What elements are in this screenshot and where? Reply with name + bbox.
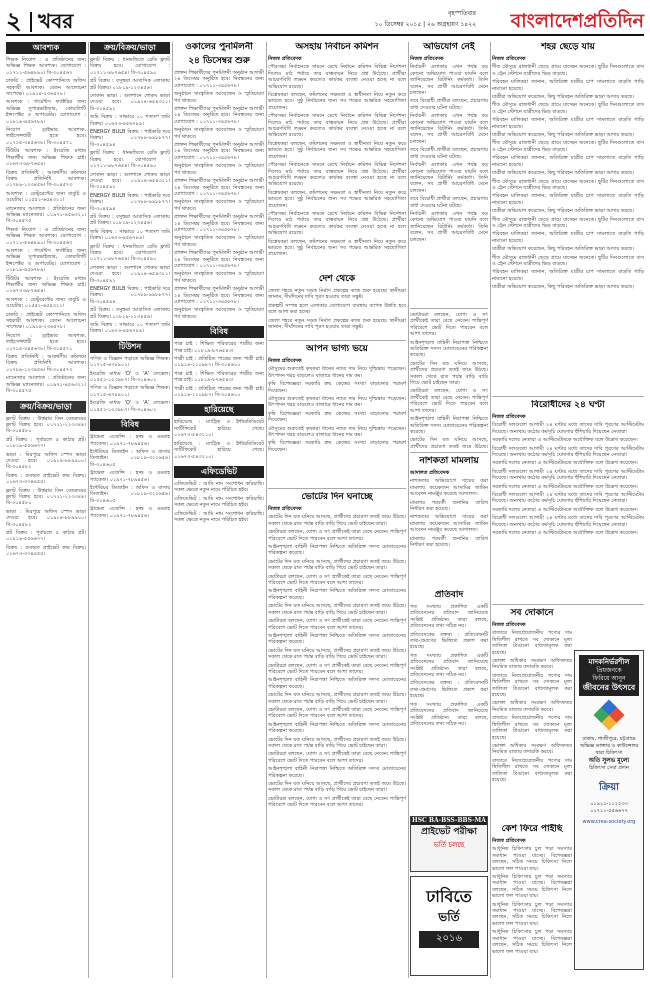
classified-entry: বিক্রয় প্রতিনিধি : আকর্ষণীয় কমিশনে বিক্রয় প্রতিনিধি আবশ্যক। ০১৭৮৯-১২৩৪৫৬। বি-৩০৪৫৭৩ [6, 169, 86, 189]
article-paragraph: প্রকল্পটি সম্পন্ন হলে এলাকার যোগাযোগ ব্যবস্থায় ব্যাপক উন্নতি হবে বলে আশা করা হচ্ছে। [268, 302, 406, 316]
article-paragraph: নির্বাচনী এলাকায় এখন পর্যন্ত বড় কোনো অভিযোগ পাওয়া যায়নি বলে জানিয়েছেন রিটার্নিং কর্মকর্তা। তিনি বলেন, সব প্রার্থী আচরণবিধি মেনে চলছেন। [410, 113, 488, 145]
article-paragraph: ভোটাররা বলছেন, যোগ্য ও সৎ প্রার্থীকেই তারা বেছে নেবেন। শান্তিপূর্ণ পরিবেশে ভোট দিতে পারবেন বলে আশা তাদের। [268, 529, 406, 542]
classified-entry: নিয়োগ : ড্রাইভার আবশ্যক, লাইসেন্সধারী হতে হবে। ০১৭১৫-৩৪৫৬৭৮। বি-৩০৪৫৭১ [6, 332, 86, 352]
article-paragraph: সরকারি দলের নেতারা এ আল্টিমেটামকে অযৌক্তিক বলে উল্লেখ করেছেন। [492, 506, 638, 513]
classified-entry: প্রাক্তন শিক্ষার্থীদের পুনর্মিলনী অনুষ্ঠান আগামী ২৪ ডিসেম্বর অনুষ্ঠিত হবে। নিবন্ধনের জন্য যোগাযোগ : ০১৭১১-৩৪৫৬৭৮। [174, 286, 264, 305]
article-paragraph: সরকারি দলের নেতারা এ আল্টিমেটামকে অযৌক্তিক বলে উল্লেখ করেছেন। [492, 530, 638, 537]
classified-entry: ইংরেজি মাধ্যম 'O' ও 'A' লেভেল। ০১৫৫২-১২৩৯৮৭। বি-৩০৪৬০১ [90, 370, 170, 384]
classified-entry: বিক্রয় : ব্যবহৃত প্রাইভেট কার বিক্রয়। ০১৬৭৩-৩৩৪৪৫৫। [6, 472, 86, 486]
article-paragraph: আইনশৃঙ্খলা বাহিনী নিরাপত্তা নিশ্চিতে অতিরিক্ত সদস্য মোতায়েনের পরিকল্পনা করেছে। [268, 632, 406, 646]
ad-subtitle: প্রাইভেট পরীক্ষা [421, 827, 477, 837]
header-date: ১০ ডিসেম্বর ২০১৫ | ২৬ অগ্রহায়ণ ১৪২২ [374, 21, 476, 28]
article-byline: নিজস্ব প্রতিবেদক [492, 838, 526, 844]
article-paragraph: আইনশৃঙ্খলা বাহিনী নিরাপত্তা নিশ্চিতে অতিরিক্ত সদস্য মোতায়েনের পরিকল্পনা করেছে। [268, 677, 406, 690]
classified-column-1 [6, 42, 86, 978]
article-hair-back [492, 824, 572, 978]
article-headline: প্রতিবাদ [434, 590, 464, 600]
article-paragraph: যাত্রীরা অভিযোগ করেছেন, কিছু পরিবহন অতিরিক্ত ভাড়া আদায় করছে। [492, 284, 634, 291]
article-paragraph: ভোটাররা বলছেন, যোগ্য ও সৎ প্রার্থীকেই তারা বেছে নেবেন। শান্তিপূর্ণ পরিবেশে ভোট দিতে পারবেন বলে আশা তাদের। [268, 573, 406, 587]
article-paragraph: ভোটের দিন যত ঘনিয়ে আসছে, প্রার্থীদের প্রচারণা ততই জমে উঠছে। সকাল থেকে রাত পর্যন্ত বাড়ি বাড়ি গিয়ে ভোট চাইছেন তারা। [268, 781, 406, 794]
classified-entry: ENERGY BULB বিক্রয় : পাইকারি দরে বিক্রয়। ০১৭৮৯-৯৯৮৮৭৭। বি-৩০৪৫৯৪ [90, 129, 170, 148]
classified-entry: ভাড়া : মিরপুরে অফিস স্পেস ভাড়া দেওয়া হবে। ০১৯১৪-৮৮৯৯০০। বি-৩০৪৫৮২ [6, 508, 86, 528]
ad-hsc-private-exam [410, 816, 488, 872]
classified-entry: হারিয়েছে : ম্যাট্রিক ও ইন্টারমিডিয়েট সার্টিফিকেট হারিয়ে গেছে। ০১৬৭৩-৫৪৩২১০। [174, 419, 264, 439]
page-number: ২ [6, 6, 22, 35]
article-byline: নিজস্ব প্রতিবেদক [410, 56, 444, 62]
article-byline: নিজস্ব প্রতিবেদক [492, 622, 526, 628]
column-rule [172, 42, 173, 978]
ad-title: ঢাবিতে [426, 887, 472, 906]
article-paragraph: যাত্রীরা অভিযোগ করেছেন, কিছু পরিবহন অতিরিক্ত ভাড়া আদায় করছে। [492, 94, 634, 101]
classified-entry: প্লট বিক্রয় : বসুন্ধরা আবাসিক এলাকায় প্লট বিক্রয়। ০১৮১৯-১২৩৪৫৬। [90, 78, 170, 91]
article-headline: নাশকতা মামলায় [419, 456, 479, 466]
article-paragraph: যাত্রীরা অভিযোগ করেছেন, কিছু পরিবহন অতিরিক্ত ভাড়া আদায় করছে। [492, 132, 634, 139]
article-paragraph: ভোটাররা বলছেন, যোগ্য ও সৎ প্রার্থীকেই তারা বেছে নেবেন। শান্তিপূর্ণ পরিবেশে ভোট দিতে পারবেন বলে আশা তাদের। [410, 388, 488, 414]
article-headline: অভিযোগ নেই [423, 42, 475, 52]
classified-entry: ফ্ল্যাট বিক্রয় : ধানমন্ডিতে রেডি ফ্ল্যাট বিক্রয় হবে। যোগাযোগ : ০১৭১১-৯৮৭৬৫৪। বি-৩০৪৫৯০ [90, 57, 170, 76]
article-byline: নিজস্ব প্রতিবেদক [268, 506, 302, 512]
classified-entry: প্রাক্তন শিক্ষার্থীদের পুনর্মিলনী অনুষ্ঠান আগামী ২৪ ডিসেম্বর অনুষ্ঠিত হবে। নিবন্ধনের জন্য যোগাযোগ : ০১৭১১-৩৪৫৬৭৮। [174, 70, 264, 89]
ad-line: চিকিৎসা সেবা প্রদান [588, 765, 630, 771]
page-header [6, 6, 644, 36]
classified-entry: পাত্রী চাই : প্রতিষ্ঠিত পাত্রের জন্য পাত্রী চাই। ০১৯১৪-২১০৯৮৭। বি-৩০৪৬১০ [174, 385, 264, 399]
classified-entry: শিক্ষক নিয়োগ : এ প্রতিষ্ঠানের জন্য অভিজ্ঞ শিক্ষক আবশ্যক। যোগাযোগ : ০১৭১১-৫৬৪৮৯০। বি-৩০৪৫৬৭ [6, 226, 86, 246]
article-paragraph: তবে বিরোধী প্রার্থীরা বলছেন, প্রচারণায় বাধা দেওয়ার ঘটনা ঘটছে। [410, 98, 488, 111]
newspaper-logo [511, 6, 644, 36]
article-paragraph: পরিবহন মালিকরা জানান, অতিরিক্ত যাত্রীর চাপ সামলাতে বাড়তি গাড়ি নামানো হয়েছে। [492, 193, 644, 206]
ad-line: অভিজ্ঞ ডাক্তার ও কাউন্সেলর দ্বারা চিকিৎসা [579, 743, 639, 756]
article-paragraph: ভোটাররা বলছেন, যোগ্য ও সৎ প্রার্থীকেই তারা বেছে নেবেন। শান্তিপূর্ণ পরিবেশে ভোট দিতে পারবেন বলে আশা তাদের। [268, 795, 406, 809]
column-rule [490, 42, 491, 978]
classified-entry: প্লট বিক্রয় : পূর্বাচলে ৫ কাঠার প্লট। ০১৮১৯-৫৫৬৬৭৭। [6, 530, 86, 543]
classified-entry: জমি বিক্রয় : সাভারে ১০ শতাংশ জমি বিক্রয়। ০১৬৭৩-৪৫৬৭৮৯। [90, 114, 170, 127]
article-headline: কেশ ফিরে পাইছি [501, 824, 563, 834]
classified-entry: শিক্ষক নিয়োগ : এ প্রতিষ্ঠানের জন্য অভিজ্ঞ শিক্ষক আবশ্যক। যোগাযোগ : ০১৭১১-৫৬৪৮৯০। বি-৩০৪৫৬৭ [6, 57, 86, 76]
ad-line: অতি সুলভ মূল্যে [588, 757, 630, 764]
column-rule [88, 42, 89, 978]
article-rule [410, 452, 488, 453]
article-paragraph: পরিবহন মালিকরা জানান, অতিরিক্ত যাত্রীর চাপ সামলাতে বাড়তি গাড়ি নামানো হয়েছে। [492, 231, 644, 244]
classified-entry: অনুষ্ঠানে সাংস্কৃতিক আয়োজন ও স্মৃতিচারণ পর্ব থাকবে। [174, 163, 264, 176]
classified-heading: টিউশন [90, 341, 170, 353]
article-paragraph: পরিবহন মালিকরা জানান, অতিরিক্ত যাত্রীর চাপ সামলাতে বাড়তি গাড়ি নামানো হয়েছে। [492, 269, 644, 282]
article-paragraph: ভোটের দিন যত ঘনিয়ে আসছে, প্রার্থীদের প্রচারণা ততই জমে উঠছে। সকাল থেকে রাত পর্যন্ত বাড়ি বাড়ি গিয়ে ভোট চাইছেন তারা। [268, 692, 406, 705]
classified-entry: নিয়োগ : ড্রাইভার আবশ্যক, লাইসেন্সধারী হতে হবে। ০১৭১৫-৩৪৫৬৭৮। বি-৩০৪৫৭১ [6, 127, 86, 146]
article-continuation [410, 312, 488, 448]
classified-entry: দোকান ভাড়া : গুলশানে শোরুম ভাড়া দেওয়া হবে। ০১৯১৪-৬৫৪৩২১। বি-৩০৪৫৯২ [90, 264, 170, 284]
article-paragraph: ভোক্তা অধিকার সংরক্ষণ অধিদফতর নিয়মিত বাজার তদারকি করবে। [492, 700, 572, 713]
article-headline: সব দোকানে [510, 608, 554, 618]
article-no-complaint [410, 42, 488, 304]
article-paragraph: বিরোধী দলগুলো আগামী ২৪ ঘণ্টার মধ্যে তাদের দাবি পূরণের আল্টিমেটাম দিয়েছে। অন্যথায় কঠোর কর্মসূচি ঘোষণার হুঁশিয়ারি দিয়েছেন নেতারা। [492, 468, 644, 482]
article-paragraph: ভোটাররা বলছেন, যোগ্য ও সৎ প্রার্থীকেই তারা বেছে নেবেন। শান্তিপূর্ণ পরিবেশে ভোট দিতে পারবেন বলে আশা তাদের। [268, 751, 406, 764]
classified-entry: আবশ্যক : রেস্টুরেন্টের জন্য বাবুর্চি ও ওয়েটার। ০১৫৫২-৬৫৪৩২১। [6, 296, 86, 310]
classified-entry: অনুষ্ঠানে সাংস্কৃতিক আয়োজন ও স্মৃতিচারণ পর্ব থাকবে। [174, 127, 264, 140]
article-paragraph: বিরোধী দলগুলো আগামী ২৪ ঘণ্টার মধ্যে তাদের দাবি পূরণের আল্টিমেটাম দিয়েছে। অন্যথায় কঠোর কর্মসূচি ঘোষণার হুঁশিয়ারি দিয়েছেন নেতারা। [492, 515, 644, 528]
classified-entry: ফ্ল্যাট বিক্রয় : উত্তরায় তিন বেডরুমের ফ্ল্যাট বিক্রয় হবে। ০১৭১১-২২৩৩৪৪। বি-৩০৪৫৮০ [6, 487, 86, 507]
classified-entry: অনুষ্ঠানে সাংস্কৃতিক আয়োজন ও স্মৃতিচারণ পর্ব থাকবে। [174, 271, 264, 284]
article-paragraph: নির্বাচনী এলাকায় এখন পর্যন্ত বড় কোনো অভিযোগ পাওয়া যায়নি বলে জানিয়েছেন রিটার্নিং কর্মকর্তা। তিনি বলেন, সব প্রার্থী আচরণবিধি মেনে চলছেন। [410, 64, 488, 97]
reunion-title: ওকালের পুনর্মিলনী [185, 42, 253, 52]
article-paragraph: আধুনিক চিকিৎসায় চুল পড়া সমস্যার সমাধান পাওয়া যাচ্ছে। বিশেষজ্ঞরা বলছেন, সঠিক সময়ে চিকিৎসা নিলে ভালো ফল পাওয়া যায়। [492, 929, 572, 955]
column-rule [408, 42, 409, 978]
classified-entry: ইন্টেরিয়র ডিজাইন : অফিস ও বাসার ডিজাইন। ০১৮১৯-৩২১৬৫৪। বি-৩০৪৬০৫ [90, 484, 170, 504]
ad-phone: ০১৯১১-১১২২৩৩ [590, 801, 628, 807]
ad-crea-rehab [574, 650, 644, 970]
classified-heading: বিবিধ [90, 419, 170, 431]
article-paragraph: পরিবহন মালিকরা জানান, অতিরিক্ত যাত্রীর চাপ সামলাতে বাড়তি গাড়ি নামানো হয়েছে। [492, 79, 644, 92]
ad-line: ফিরিয়ে আনুন [592, 675, 626, 682]
classified-entry: পাত্র চাই : শিক্ষিত পরিবারের পাত্রীর জন্য পাত্র চাই। ০১৮১৯-৮৭৬৫৪৩। [174, 341, 264, 354]
article-paragraph: যাত্রীরা অভিযোগ করেছেন, কিছু পরিবহন অতিরিক্ত ভাড়া আদায় করছে। [492, 170, 634, 177]
article-headline: অসহায় নির্বাচন কমিশন [295, 42, 379, 52]
section-title: খবর [38, 9, 74, 33]
classified-entry: ট্রাভেল এজেন্সি : হজ্জ ও ওমরাহ প্যাকেজ। ০১৯৭১-৭৮৯৪৫৬। [90, 506, 170, 519]
article-paragraph: আইনশৃঙ্খলা বাহিনী নিরাপত্তা নিশ্চিতে অতিরিক্ত সদস্য মোতায়েনের পরিকল্পনা করেছে। [268, 766, 406, 779]
classified-entry: বিক্রয় প্রতিনিধি : আকর্ষণীয় কমিশনে বিক্রয় প্রতিনিধি আবশ্যক। ০১৭৮৯-১২৩৪৫৬। বি-৩০৪৫৭৩ [6, 354, 86, 373]
classified-entry: আবশ্যক : গার্মেন্টস ফ্যাক্টরির জন্য অভিজ্ঞ সুপারভাইজার, কোয়ালিটি ইন্সপেক্টর ও অপারেটর। যোগাযোগ : ০১৮১৯-৪৫৬৭৮৯। [6, 247, 86, 274]
article-paragraph: তবে বিরোধী প্রার্থীরা বলছেন, প্রচারণায় বাধা দেওয়ার ঘটনা ঘটছে। [410, 147, 488, 160]
header-day: বৃহস্পতিবার [448, 10, 476, 17]
classified-entry: প্লট বিক্রয় : পূর্বাচলে ৫ কাঠার প্লট। ০১৮১৯-৫৫৬৬৭৭। [6, 436, 86, 450]
classified-entry: পাত্র চাই : শিক্ষিত পরিবারের পাত্রীর জন্য পাত্র চাই। ০১৮১৯-৮৭৬৫৪৩। [174, 370, 264, 384]
classified-entry: পাত্রী চাই : প্রতিষ্ঠিত পাত্রের জন্য পাত্রী চাই। ০১৯১৪-২১০৯৮৭। বি-৩০৪৬১০ [174, 356, 264, 369]
ad-subtitle: ভর্তি [438, 910, 460, 924]
article-paragraph: যাত্রীরা অভিযোগ করেছেন, কিছু পরিবহন অতিরিক্ত ভাড়া আদায় করছে। [492, 246, 634, 253]
classified-entry: অনুষ্ঠানে সাংস্কৃতিক আয়োজন ও স্মৃতিচারণ পর্ব থাকবে। [174, 307, 264, 320]
article-paragraph: মৌসুমের শুরুতেই কৃষকরা ধানের ন্যায্য দাম নিয়ে দুশ্চিন্তায় পড়েছেন। উৎপাদন খরচ বাড়লেও বাজারে ধানের দাম কম। [268, 366, 406, 379]
article-paragraph: ভোটাররা বলছেন, যোগ্য ও সৎ প্রার্থীকেই তারা বেছে নেবেন। শান্তিপূর্ণ পরিবেশে ভোট দিতে পারবেন বলে আশা তাদের। [268, 706, 406, 720]
article-headline: দেশ থেকে [318, 274, 356, 284]
classified-entry: প্রাক্তন শিক্ষার্থীদের পুনর্মিলনী অনুষ্ঠান আগামী ২৪ ডিসেম্বর অনুষ্ঠিত হবে। নিবন্ধনের জন্য যোগাযোগ : ০১৭১১-৩৪৫৬৭৮। [174, 106, 264, 125]
article-byline: নিজস্ব প্রতিবেদক [492, 56, 526, 62]
article-paragraph: গত সংখ্যায় প্রকাশিত একটি প্রতিবেদনের প্রতিবাদ জানিয়েছে সংশ্লিষ্ট প্রতিষ্ঠান। তারা বলছে, প্রতিবেদনের তথ্য সঠিক নয়। [410, 652, 488, 679]
classified-column-3 [174, 42, 264, 978]
article-paragraph: শীত মৌসুমে রাজধানী ছেড়ে গ্রামে যাচ্ছেন অনেকে। ছুটির দিনগুলোতে বাস ও ট্রেন স্টেশনে যাত্রীদের ভিড় বাড়ছে। [492, 216, 644, 229]
article-paragraph: সরকারি দলের নেতারা এ আল্টিমেটামকে অযৌক্তিক বলে উল্লেখ করেছেন। [492, 460, 638, 467]
article-rule [268, 488, 406, 489]
classified-entry: জমি বিক্রয় : সাভারে ১০ শতাংশ জমি বিক্রয়। ০১৬৭৩-৪৫৬৭৮৯। [90, 228, 170, 242]
article-paragraph: যাত্রীরা অভিযোগ করেছেন, কিছু পরিবহন অতিরিক্ত ভাড়া আদায় করছে। [492, 208, 634, 215]
article-paragraph: নাশকতার অভিযোগে দায়ের করা মামলায় কয়েকজন আসামির জামিন আবেদন নামঞ্জুর করেছে আদালত। [410, 514, 488, 534]
article-paragraph: পৌরসভা নির্বাচনকে সামনে রেখে নির্বাচন কমিশন বিভিন্ন নির্দেশনা দিলেও মাঠ পর্যায়ে তার বাস্তবায়ন নিয়ে প্রশ্ন উঠেছে। প্রার্থীরা আচরণবিধি লঙ্ঘন করলেও কার্যকর ব্যবস্থা নেওয়া হচ্ছে না বলে অভিযোগ রয়েছে। [268, 162, 406, 188]
classified-entry: ট্রাভেল এজেন্সি : হজ্জ ও ওমরাহ প্যাকেজ। ০১৯৭১-৭৮৯৪৫৬। [90, 470, 170, 483]
classified-column-2 [90, 42, 170, 978]
article-paragraph: সরকারি দলের নেতারা এ আল্টিমেটামকে অযৌক্তিক বলে উল্লেখ করেছেন। [492, 483, 638, 490]
article-paragraph: সরকারি দলের নেতারা এ আল্টিমেটামকে অযৌক্তিক বলে উল্লেখ করেছেন। [492, 437, 638, 444]
classified-entry: আবশ্যক : গার্মেন্টস ফ্যাক্টরির জন্য অভিজ্ঞ সুপারভাইজার, কোয়ালিটি ইন্সপেক্টর ও অপারেটর। যোগাযোগ : ০১৮১৯-৪৫৬৭৮৯। [6, 99, 86, 125]
classified-entry: টিউটর আবশ্যক : ইংরেজি মাধ্যম শিক্ষার্থীর জন্য অভিজ্ঞ শিক্ষক চাই। ০১৬৭৩-৯৮৭৬৫৪। [6, 275, 86, 295]
article-paragraph: জেলা শহরে নতুন সড়ক নির্মাণ প্রকল্পের কাজ শুরু হয়েছে। স্থানীয়রা জানান, দীর্ঘদিনের দাবি পূরণ হওয়ায় তারা সন্তুষ্ট। [268, 288, 406, 301]
article-paragraph: নির্বাচনী এলাকায় এখন পর্যন্ত বড় কোনো অভিযোগ পাওয়া যায়নি বলে জানিয়েছেন রিটার্নিং কর্মকর্তা। তিনি বলেন, সব প্রার্থী আচরণবিধি মেনে চলছেন। [410, 162, 488, 194]
article-headline: আপন ভাগ্য ভয়ে [306, 344, 368, 354]
classified-entry: প্লট বিক্রয় : বসুন্ধরা আবাসিক এলাকায় প্লট বিক্রয়। ০১৮১৯-১২৩৪৫৬। [90, 307, 170, 320]
article-byline: আদালত প্রতিবেদক [410, 470, 449, 476]
article-country-news [268, 274, 406, 334]
classified-entry: প্রাক্তন শিক্ষার্থীদের পুনর্মিলনী অনুষ্ঠান আগামী ২৪ ডিসেম্বর অনুষ্ঠিত হবে। নিবন্ধনের জন্য যোগাযোগ : ০১৭১১-৩৪৫৬৭৮। [174, 142, 264, 161]
article-paragraph: শীত মৌসুমে রাজধানী ছেড়ে গ্রামে যাচ্ছেন অনেকে। ছুটির দিনগুলোতে বাস ও ট্রেন স্টেশনে যাত্রীদের ভিড় বাড়ছে। [492, 178, 644, 191]
classified-entry: ম্যানেজার আবশ্যক : প্রতিষ্ঠানের জন্য অভিজ্ঞ ম্যানেজার। ০১৯৭১-৪৫৬৩২১। বি-৩০৪৫৭৫ [6, 205, 86, 225]
article-paragraph: শীত মৌসুমে রাজধানী ছেড়ে গ্রামে যাচ্ছেন অনেকে। ছুটির দিনগুলোতে বাস ও ট্রেন স্টেশনে যাত্রীদের ভিড় বাড়ছে। [492, 102, 644, 115]
article-paragraph: ভোটের দিন যত ঘনিয়ে আসছে, প্রার্থীদের প্রচারণা ততই জমে উঠছে। সকাল থেকে রাত পর্যন্ত বাড়ি বাড়ি গিয়ে ভোট চাইছেন তারা। [268, 736, 406, 749]
classified-entry: আবশ্যক : রেস্টুরেন্টের জন্য বাবুর্চি ও ওয়েটার। ০১৫৫২-৬৫৪৩২১। [6, 190, 86, 204]
classified-entry: এফিডেভিট : আমি নাম সংশোধন করিয়াছি। সকল ক্ষেত্রে নতুন নামে পরিচিত হইব। [174, 480, 264, 494]
article-rule [268, 340, 406, 341]
ad-line: ঢাকায়, গাজীপুরে, চট্টগ্রামে [582, 736, 636, 742]
ad-line: জীবনের উৎসবে [582, 683, 636, 692]
article-byline: নিজস্ব প্রতিবেদক [492, 414, 526, 420]
article-paragraph: ভোটাররা বলছেন, যোগ্য ও সৎ প্রার্থীকেই তারা বেছে নেবেন। শান্তিপূর্ণ পরিবেশে ভোট দিতে পারবেন বলে আশা তাদের। [268, 662, 406, 675]
article-paragraph: মামলার পরবর্তী শুনানির তারিখ নির্ধারণ করা হয়েছে। [410, 535, 488, 549]
article-paragraph: গত সংখ্যায় প্রকাশিত একটি প্রতিবেদনের প্রতিবাদ জানিয়েছে সংশ্লিষ্ট প্রতিষ্ঠান। তারা বলছে, প্রতিবেদনের তথ্য সঠিক নয়। [410, 604, 488, 630]
article-paragraph: আইনশৃঙ্খলা বাহিনী নিরাপত্তা নিশ্চিতে অতিরিক্ত সদস্য মোতায়েনের পরিকল্পনা করেছে। [268, 721, 406, 735]
article-paragraph: আধুনিক চিকিৎসায় চুল পড়া সমস্যার সমাধান পাওয়া যাচ্ছে। বিশেষজ্ঞরা বলছেন, সঠিক সময়ে চিকিৎসা নিলে ভালো ফল পাওয়া যায়। [492, 901, 572, 927]
classified-entry: ফ্ল্যাট বিক্রয় : উত্তরায় তিন বেডরুমের ফ্ল্যাট বিক্রয় হবে। ০১৭১১-২২৩৩৪৪। বি-৩০৪৫৮০ [6, 415, 86, 435]
article-byline: নিজস্ব প্রতিবেদক [268, 56, 302, 62]
classified-entry: ফ্ল্যাট বিক্রয় : ধানমন্ডিতে রেডি ফ্ল্যাট বিক্রয় হবে। যোগাযোগ : ০১৭১১-৯৮৭৬৫৪। বি-৩০৪৫৯০ [90, 150, 170, 170]
article-vote-day [268, 492, 406, 978]
article-paragraph: আইনশৃঙ্খলা বাহিনী নিরাপত্তা নিশ্চিতে অতিরিক্ত সদস্য মোতায়েনের পরিকল্পনা করেছে। [268, 544, 406, 557]
article-paragraph: নাশকতার অভিযোগে দায়ের করা মামলায় কয়েকজন আসামির জামিন আবেদন নামঞ্জুর করেছে আদালত। [410, 478, 488, 498]
article-paragraph: বিরোধী দলগুলো আগামী ২৪ ঘণ্টার মধ্যে তাদের দাবি পূরণের আল্টিমেটাম দিয়েছে। অন্যথায় কঠোর কর্মসূচি ঘোষণার হুঁশিয়ারি দিয়েছেন নেতারা। [492, 445, 644, 459]
article-paragraph: ভোক্তা অধিকার সংরক্ষণ অধিদফতর নিয়মিত বাজার তদারকি করবে। [492, 658, 572, 671]
classified-entry: চাকরি : প্রাইভেট কোম্পানিতে অফিস সহকারী আবশ্যক। বেতন আলোচনা সাপেক্ষে। ০১৯১৪-২৩৬৫৭৮। [6, 311, 86, 331]
classified-heading: বিবিধ [174, 326, 264, 338]
logo-accent: প্রতিদিন [583, 10, 644, 32]
article-paragraph: শীত মৌসুমে রাজধানী ছেড়ে গ্রামে যাচ্ছেন অনেকে। ছুটির দিনগুলোতে বাস ও ট্রেন স্টেশনে যাত্রীদের ভিড় বাড়ছে। [492, 140, 644, 153]
article-paragraph: প্রতিবেদকের বক্তব্য : প্রতিবেদনটি তথ্য-প্রমাণের ভিত্তিতে প্রকাশ করা হয়েছে। [410, 680, 488, 700]
classified-entry: অনুষ্ঠানে সাংস্কৃতিক আয়োজন ও স্মৃতিচারণ পর্ব থাকবে। [174, 199, 264, 212]
article-paragraph: বিশ্লেষকরা বলছেন, কমিশনের সক্ষমতা ও স্বাধীনতা নিয়ে নতুন করে ভাবতে হবে। সুষ্ঠু নির্বাচনের জন্য সব পক্ষের আন্তরিক সহযোগিতা প্রয়োজন। [268, 140, 406, 160]
classified-entry: দোকান ভাড়া : গুলশানে শোরুম ভাড়া দেওয়া হবে। ০১৯১৪-৬৫৪৩২১। বি-৩০৪৫৯২ [90, 171, 170, 191]
article-rule [410, 308, 488, 309]
article-fortune [268, 344, 406, 484]
article-paragraph: ভোটের দিন যত ঘনিয়ে আসছে, প্রার্থীদের প্রচারণা ততই জমে উঠছে। সকাল থেকে রাত পর্যন্ত বাড়ি বাড়ি গিয়ে ভোট চাইছেন তারা। [268, 603, 406, 616]
article-paragraph: পৌরসভা নির্বাচনকে সামনে রেখে নির্বাচন কমিশন বিভিন্ন নির্দেশনা দিলেও মাঠ পর্যায়ে তার বাস্তবায়ন নিয়ে প্রশ্ন উঠেছে। প্রার্থীরা আচরণবিধি লঙ্ঘন করলেও কার্যকর ব্যবস্থা নেওয়া হচ্ছে না বলে অভিযোগ রয়েছে। [268, 113, 406, 139]
classified-heading: ক্রয়/বিক্রয়/ভাড়া [90, 42, 170, 54]
article-paragraph: ভোটাররা বলছেন, যোগ্য ও সৎ প্রার্থীকেই তারা বেছে নেবেন। শান্তিপূর্ণ পরিবেশে ভোট দিতে পারবেন বলে আশা তাদের। [268, 618, 406, 631]
article-paragraph: বিশ্লেষকরা বলছেন, কমিশনের সক্ষমতা ও স্বাধীনতা নিয়ে নতুন করে ভাবতে হবে। সুষ্ঠু নির্বাচনের জন্য সব পক্ষের আন্তরিক সহযোগিতা প্রয়োজন। [268, 189, 406, 209]
article-paragraph: পৌরসভা নির্বাচনকে সামনে রেখে নির্বাচন কমিশন বিভিন্ন নির্দেশনা দিলেও মাঠ পর্যায়ে তার বাস্তবায়ন নিয়ে প্রশ্ন উঠেছে। প্রার্থীরা আচরণবিধি লঙ্ঘন করলেও কার্যকর ব্যবস্থা নেওয়া হচ্ছে না বলে অভিযোগ রয়েছে। [268, 64, 406, 90]
ad-line: প্রিয়জনকে [596, 667, 622, 674]
classified-entry: ম্যানেজার আবশ্যক : প্রতিষ্ঠানের জন্য অভিজ্ঞ ম্যানেজার। ০১৯৭১-৪৫৬৩২১। বি-৩০৪৫৭৫ [6, 375, 86, 395]
article-paragraph: আধুনিক চিকিৎসায় চুল পড়া সমস্যার সমাধান পাওয়া যাচ্ছে। বিশেষজ্ঞরা বলছেন, সঠিক সময়ে চিকিৎসা নিলে ভালো ফল পাওয়া যায়। [492, 874, 572, 900]
article-paragraph: ভোটের দিন যত ঘনিয়ে আসছে, প্রার্থীদের প্রচারণা ততই জমে উঠছে। সকাল থেকে রাত পর্যন্ত বাড়ি বাড়ি গিয়ে ভোট চাইছেন তারা। [268, 558, 406, 572]
article-paragraph: কৃষি বিশেষজ্ঞরা সরকারি ক্রয় কেন্দ্রের সংখ্যা বাড়ানোর পরামর্শ দিয়েছেন। [268, 381, 406, 394]
article-headline: শহর ছেড়ে যায় [541, 42, 595, 52]
classified-entry: প্লট বিক্রয় : বসুন্ধরা আবাসিক এলাকায় প্লট বিক্রয়। ০১৮১৯-১২৩৪৫৬। [90, 213, 170, 227]
header-separator [30, 12, 32, 32]
classified-entry: ফ্ল্যাট বিক্রয় : ধানমন্ডিতে রেডি ফ্ল্যাট বিক্রয় হবে। যোগাযোগ : ০১৭১১-৯৮৭৬৫৪। বি-৩০৪৫৯০ [90, 243, 170, 263]
article-paragraph: ভোটাররা বলছেন, যোগ্য ও সৎ প্রার্থীকেই তারা বেছে নেবেন। শান্তিপূর্ণ পরিবেশে ভোট দিতে পারবেন বলে আশা তাদের। [410, 312, 488, 338]
article-paragraph: নির্বাচনী এলাকায় এখন পর্যন্ত বড় কোনো অভিযোগ পাওয়া যায়নি বলে জানিয়েছেন রিটার্নিং কর্মকর্তা। তিনি বলেন, সব প্রার্থী আচরণবিধি মেনে চলছেন। [410, 210, 488, 243]
article-paragraph: প্রতিবেদকের বক্তব্য : প্রতিবেদনটি তথ্য-প্রমাণের ভিত্তিতে প্রকাশ করা হয়েছে। [410, 631, 488, 651]
classified-entry: প্রাক্তন শিক্ষার্থীদের পুনর্মিলনী অনুষ্ঠান আগামী ২৪ ডিসেম্বর অনুষ্ঠিত হবে। নিবন্ধনের জন্য যোগাযোগ : ০১৭১১-৩৪৫৬৭৮। [174, 178, 264, 197]
article-paragraph: আধুনিক চিকিৎসায় চুল পড়া সমস্যার সমাধান পাওয়া যাচ্ছে। বিশেষজ্ঞরা বলছেন, সঠিক সময়ে চিকিৎসা নিলে ভালো ফল পাওয়া যায়। [492, 846, 572, 872]
reunion-subtitle: ২৪ ডিসেম্বর শুরু [188, 56, 250, 66]
article-paragraph: বিশ্লেষকরা বলছেন, কমিশনের সক্ষমতা ও স্বাধীনতা নিয়ে নতুন করে ভাবতে হবে। সুষ্ঠু নির্বাচনের জন্য সব পক্ষের আন্তরিক সহযোগিতা প্রয়োজন। [268, 238, 406, 258]
classified-entry: এফিডেভিট : আমি নাম সংশোধন করিয়াছি। সকল ক্ষেত্রে নতুন নামে পরিচিত হইব। [174, 495, 264, 509]
article-rule [492, 396, 644, 397]
article-paragraph: কৃষি বিশেষজ্ঞরা সরকারি ক্রয় কেন্দ্রের সংখ্যা বাড়ানোর পরামর্শ দিয়েছেন। [268, 440, 406, 453]
article-paragraph: মৌসুমের শুরুতেই কৃষকরা ধানের ন্যায্য দাম নিয়ে দুশ্চিন্তায় পড়েছেন। উৎপাদন খরচ বাড়লেও বাজারে ধানের দাম কম। [268, 396, 406, 409]
classified-entry: টিউটর আবশ্যক : ইংরেজি মাধ্যম শিক্ষার্থীর জন্য অভিজ্ঞ শিক্ষক চাই। ০১৬৭৩-৯৮৭৬৫৪। [6, 148, 86, 168]
logo-main: বাংলাদেশ [510, 10, 584, 32]
ad-line: ২০১৬ [419, 931, 479, 948]
article-paragraph: আইনশৃঙ্খলা বাহিনী নিরাপত্তা নিশ্চিতে অতিরিক্ত সদস্য মোতায়েনের পরিকল্পনা করেছে। [410, 416, 488, 435]
classified-heading: এফিডেভিট [174, 466, 264, 478]
ad-dhaka-university-admission [410, 876, 488, 976]
column-rule [266, 42, 267, 978]
article-election-commission [268, 42, 406, 272]
article-sabotage-case [410, 456, 488, 586]
article-paragraph: মৌসুমের শুরুতেই কৃষকরা ধানের ন্যায্য দাম নিয়ে দুশ্চিন্তায় পড়েছেন। উৎপাদন খরচ বাড়লেও বাজারে ধানের দাম কম। [268, 425, 406, 439]
article-all-shops [492, 608, 572, 820]
article-paragraph: শীত মৌসুমে রাজধানী ছেড়ে গ্রামে যাচ্ছেন অনেকে। ছুটির দিনগুলোতে বাস ও ট্রেন স্টেশনে যাত্রীদের ভিড় বাড়ছে। [492, 254, 644, 267]
article-paragraph: বাজারে নিত্যপ্রয়োজনীয় পণ্যের দাম স্থিতিশীল রাখতে সব দোকানে মূল্য তালিকা টাঙানো বাধ্যতামূলক করা হয়েছে। [492, 757, 572, 783]
ad-line: মাদকনির্ভরশীল [588, 658, 630, 666]
article-paragraph: বাজারে নিত্যপ্রয়োজনীয় পণ্যের দাম স্থিতিশীল রাখতে সব দোকানে মূল্য তালিকা টাঙানো বাধ্যতামূলক করা হয়েছে। [492, 630, 572, 656]
article-leaving-city [492, 42, 644, 392]
kite-icon [593, 699, 624, 730]
classified-entry: ইন্টেরিয়র ডিজাইন : অফিস ও বাসার ডিজাইন। ০১৮১৯-৩২১৬৫৪। বি-৩০৪৬০৫ [90, 448, 170, 468]
ad-phone: ০১৭১১-৫৫৬৬৭৭ [590, 808, 628, 814]
article-paragraph: বিরোধী দলগুলো আগামী ২৪ ঘণ্টার মধ্যে তাদের দাবি পূরণের আল্টিমেটাম দিয়েছে। অন্যথায় কঠোর কর্মসূচি ঘোষণার হুঁশিয়ারি দিয়েছেন নেতারা। [492, 492, 644, 505]
classified-entry: ভাড়া : মিরপুরে অফিস স্পেস ভাড়া দেওয়া হবে। ০১৯১৪-৮৮৯৯০০। বি-৩০৪৫৮২ [6, 451, 86, 471]
classified-entry: বিক্রয় : ব্যবহৃত প্রাইভেট কার বিক্রয়। ০১৬৭৩-৩৩৪৪৫৫। [6, 544, 86, 558]
article-paragraph: কৃষি বিশেষজ্ঞরা সরকারি ক্রয় কেন্দ্রের সংখ্যা বাড়ানোর পরামর্শ দিয়েছেন। [268, 410, 406, 424]
article-paragraph: তবে বিরোধী প্রার্থীরা বলছেন, প্রচারণায় বাধা দেওয়ার ঘটনা ঘটছে। [410, 196, 488, 209]
ad-title: HSC BA-BSS-BBS-MA [412, 817, 486, 824]
article-rule [492, 604, 644, 605]
article-opposition-24h [492, 400, 644, 600]
article-headline: ভোটের দিন ঘনাচ্ছে [301, 492, 373, 502]
article-paragraph: বাজারে নিত্যপ্রয়োজনীয় পণ্যের দাম স্থিতিশীল রাখতে সব দোকানে মূল্য তালিকা টাঙানো বাধ্যতামূলক করা হয়েছে। [492, 715, 572, 741]
article-paragraph: পরিবহন মালিকরা জানান, অতিরিক্ত যাত্রীর চাপ সামলাতে বাড়তি গাড়ি নামানো হয়েছে। [492, 155, 644, 168]
article-paragraph: পরিবহন মালিকরা জানান, অতিরিক্ত যাত্রীর চাপ সামলাতে বাড়তি গাড়ি নামানো হয়েছে। [492, 117, 644, 130]
article-paragraph: গত সংখ্যায় প্রকাশিত একটি প্রতিবেদনের প্রতিবাদ জানিয়েছে সংশ্লিষ্ট প্রতিষ্ঠান। তারা বলছে, প্রতিবেদনের তথ্য সঠিক নয়। [410, 701, 488, 727]
article-paragraph: বাজারে নিত্যপ্রয়োজনীয় পণ্যের দাম স্থিতিশীল রাখতে সব দোকানে মূল্য তালিকা টাঙানো বাধ্যতামূলক করা হয়েছে। [492, 672, 572, 699]
article-paragraph: ভোটের দিন যত ঘনিয়ে আসছে, প্রার্থীদের প্রচারণা ততই জমে উঠছে। সকাল থেকে রাত পর্যন্ত বাড়ি বাড়ি গিয়ে ভোট চাইছেন তারা। [410, 360, 488, 387]
ad-headline-box [579, 655, 639, 696]
ad-logo: ক্রিয়া [598, 782, 619, 793]
classified-entry: গণিত ও বিজ্ঞান পড়াতে অভিজ্ঞ শিক্ষক। ০১৭১৫-৬৭৮৯০১। [90, 355, 170, 369]
classified-entry: ইংরেজি মাধ্যম 'O' ও 'A' লেভেল। ০১৫৫২-১২৩৯৮৭। বি-৩০৪৬০১ [90, 400, 170, 413]
article-paragraph: ভোটের দিন যত ঘনিয়ে আসছে, প্রার্থীদের প্রচারণা ততই জমে উঠছে। [410, 437, 488, 448]
article-paragraph: আইনশৃঙ্খলা বাহিনী নিরাপত্তা নিশ্চিতে অতিরিক্ত সদস্য মোতায়েনের পরিকল্পনা করেছে। [268, 588, 406, 601]
article-protest [410, 590, 488, 750]
classified-heading: আবশ্যক [6, 42, 86, 54]
classified-entry: অনুষ্ঠানে সাংস্কৃতিক আয়োজন ও স্মৃতিচারণ পর্ব থাকবে। [174, 235, 264, 248]
classified-entry: প্রাক্তন শিক্ষার্থীদের পুনর্মিলনী অনুষ্ঠান আগামী ২৪ ডিসেম্বর অনুষ্ঠিত হবে। নিবন্ধনের জন্য যোগাযোগ : ০১৭১১-৩৪৫৬৭৮। [174, 214, 264, 233]
classified-entry: গণিত ও বিজ্ঞান পড়াতে অভিজ্ঞ শিক্ষক। ০১৭১৫-৬৭৮৯০১। [90, 385, 170, 398]
article-byline: নিজস্ব প্রতিবেদক [268, 358, 302, 364]
article-paragraph: ভোক্তা অধিকার সংরক্ষণ অধিদফতর নিয়মিত বাজার তদারকি করবে। [492, 742, 572, 756]
article-paragraph: মামলার পরবর্তী শুনানির তারিখ নির্ধারণ করা হয়েছে। [410, 499, 488, 513]
article-paragraph: আইনশৃঙ্খলা বাহিনী নিরাপত্তা নিশ্চিতে অতিরিক্ত সদস্য মোতায়েনের পরিকল্পনা করেছে। [410, 339, 488, 359]
classified-heading: হারিয়েছে [174, 404, 264, 416]
classified-entry: ট্রাভেল এজেন্সি : হজ্জ ও ওমরাহ প্যাকেজ। ০১৯৭১-৭৮৯৪৫৬। [90, 434, 170, 447]
article-paragraph: পৌরসভা নির্বাচনকে সামনে রেখে নির্বাচন কমিশন বিভিন্ন নির্দেশনা দিলেও মাঠ পর্যায়ে তার বাস্তবায়ন নিয়ে প্রশ্ন উঠেছে। প্রার্থীরা আচরণবিধি লঙ্ঘন করলেও কার্যকর ব্যবস্থা নেওয়া হচ্ছে না বলে অভিযোগ রয়েছে। [268, 210, 406, 237]
classified-entry: অনুষ্ঠানে সাংস্কৃতিক আয়োজন ও স্মৃতিচারণ পর্ব থাকবে। [174, 91, 264, 104]
classified-entry: জমি বিক্রয় : সাভারে ১০ শতাংশ জমি বিক্রয়। ০১৬৭৩-৪৫৬৭৮৯। [90, 322, 170, 335]
classified-entry: চাকরি : প্রাইভেট কোম্পানিতে অফিস সহকারী আবশ্যক। বেতন আলোচনা সাপেক্ষে। ০১৯১৪-২৩৬৫৭৮। [6, 78, 86, 98]
article-paragraph: শীত মৌসুমে রাজধানী ছেড়ে গ্রামে যাচ্ছেন অনেকে। ছুটির দিনগুলোতে বাস ও ট্রেন স্টেশনে যাত্রীদের ভিড় বাড়ছে। [492, 64, 644, 77]
classified-entry: প্রাক্তন শিক্ষার্থীদের পুনর্মিলনী অনুষ্ঠান আগামী ২৪ ডিসেম্বর অনুষ্ঠিত হবে। নিবন্ধনের জন্য যোগাযোগ : ০১৭১১-৩৪৫৬৭৮। [174, 250, 264, 269]
classified-entry: এফিডেভিট : আমি নাম সংশোধন করিয়াছি। সকল ক্ষেত্রে নতুন নামে পরিচিত হইব। [174, 510, 264, 523]
article-paragraph: ভোটের দিন যত ঘনিয়ে আসছে, প্রার্থীদের প্রচারণা ততই জমে উঠছে। সকাল থেকে রাত পর্যন্ত বাড়ি বাড়ি গিয়ে ভোট চাইছেন তারা। [268, 647, 406, 661]
classified-entry: হারিয়েছে : ম্যাট্রিক ও ইন্টারমিডিয়েট সার্টিফিকেট হারিয়ে গেছে। ০১৬৭৩-৫৪৩২১০। [174, 440, 264, 460]
classified-heading: ক্রয়/বিক্রয়/ভাড়া [6, 401, 86, 413]
classified-entry: ENERGY BULB বিক্রয় : পাইকারি দরে বিক্রয়। ০১৭৮৯-৯৯৮৮৭৭। বি-৩০৪৫৯৪ [90, 286, 170, 305]
article-headline: বিরোধীদের ২৪ ঘণ্টা [531, 400, 605, 410]
article-paragraph: জেলা শহরে নতুন সড়ক নির্মাণ প্রকল্পের কাজ শুরু হয়েছে। স্থানীয়রা জানান, দীর্ঘদিনের দাবি পূরণ হওয়ায় তারা সন্তুষ্ট। [268, 317, 406, 331]
ad-line: ভর্তি চলছে [433, 841, 465, 849]
classified-entry: দোকান ভাড়া : গুলশানে শোরুম ভাড়া দেওয়া হবে। ০১৯১৪-৬৫৪৩২১। বি-৩০৪৫৯২ [90, 93, 170, 112]
ad-website[interactable]: www.crea-society.org [582, 819, 636, 825]
article-paragraph: বিশ্লেষকরা বলছেন, কমিশনের সক্ষমতা ও স্বাধীনতা নিয়ে নতুন করে ভাবতে হবে। সুষ্ঠু নির্বাচনের জন্য সব পক্ষের আন্তরিক সহযোগিতা প্রয়োজন। [268, 92, 406, 111]
article-paragraph: বিরোধী দলগুলো আগামী ২৪ ঘণ্টার মধ্যে তাদের দাবি পূরণের আল্টিমেটাম দিয়েছে। অন্যথায় কঠোর কর্মসূচি ঘোষণার হুঁশিয়ারি দিয়েছেন নেতারা। [492, 422, 644, 435]
article-paragraph: ভোটের দিন যত ঘনিয়ে আসছে, প্রার্থীদের প্রচারণা ততই জমে উঠছে। সকাল থেকে রাত পর্যন্ত বাড়ি বাড়ি গিয়ে ভোট চাইছেন তারা। [268, 514, 406, 527]
classified-entry: ENERGY BULB বিক্রয় : পাইকারি দরে বিক্রয়। ০১৭৮৯-৯৯৮৮৭৭। বি-৩০৪৫৯৪ [90, 192, 170, 212]
